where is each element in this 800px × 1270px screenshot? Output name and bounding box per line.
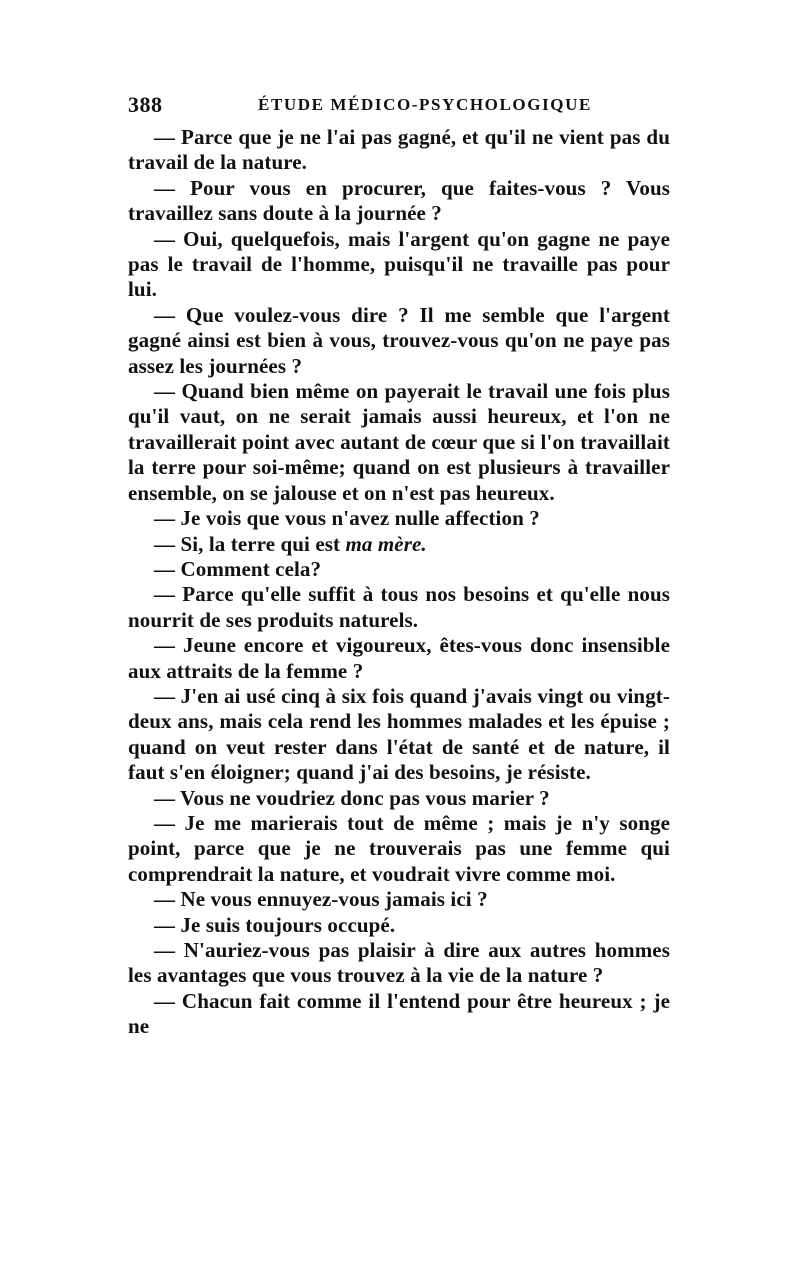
- paragraph: [128, 532, 670, 557]
- paragraph: — Parce qu'elle suffit à tous nos besoins et qu'elle nous nourrit de ses produits naturels.: [128, 582, 670, 632]
- paragraph-text: — Si, la terre qui est: [154, 531, 346, 556]
- paragraph: — J'en ai usé cinq à six fois quand j'avais vingt ou vingt-deux ans, mais cela rend les hommes malades et les épuise ; quand on veut rester dans l'état de santé et de nature, il faut s'en éloigner; quand j'ai des besoins, je résiste.: [128, 683, 670, 785]
- running-head: ÉTUDE MÉDICO-PSYCHOLOGIQUE: [258, 95, 592, 114]
- paragraph: — Oui, quelquefois, mais l'argent qu'on gagne ne paye pas le travail de l'homme, puisqu'il ne travaille pas pour lui.: [128, 226, 670, 302]
- paragraph: — Jeune encore et vigoureux, êtes-vous donc insensible aux attraits de la femme ?: [128, 633, 670, 683]
- paragraph: — Que voulez-vous dire ? Il me semble que l'argent gagné ainsi est bien à vous, trouvez-vous qu'on ne paye pas assez les journées ?: [128, 302, 670, 378]
- paragraph: — Je suis toujours occupé.: [154, 912, 396, 937]
- paragraph: — Je vois que vous n'avez nulle affection ?: [154, 506, 540, 531]
- paragraph: — Pour vous en procurer, que faites-vous ? Vous travaillez sans doute à la journée ?: [128, 175, 670, 226]
- paragraph: — Je me marierais tout de même ; mais je n'y songe point, parce que je ne trouverais pas une femme qui comprendrait la nature, et voudrait vivre comme moi.: [128, 810, 670, 886]
- emphasis-ma-mere: ma mère.: [345, 531, 427, 556]
- paragraph: — Quand bien même on payerait le travail une fois plus qu'il vaut, on ne serait jamais aussi heureux, et l'on ne travaillerait point avec autant de cœur que si l'on travaillait la terre pour soi-même; quand on est plusieurs à travailler ensemble, on se jalouse et on n'est pas heureux.: [128, 379, 670, 505]
- paragraph: — Vous ne voudriez donc pas vous marier ?: [154, 785, 550, 810]
- paragraph: — Ne vous ennuyez-vous jamais ici ?: [154, 887, 488, 912]
- paragraph: — Chacun fait comme il l'entend pour être heureux ; je ne: [128, 988, 670, 1039]
- page-number: 388: [128, 92, 163, 117]
- paragraph: — Parce que je ne l'ai pas gagné, et qu'il ne vient pas du travail de la nature.: [128, 125, 670, 175]
- paragraph: — Comment cela?: [154, 556, 322, 581]
- page-header: [128, 92, 668, 122]
- body-text: [128, 125, 670, 1040]
- paragraph: — N'auriez-vous pas plaisir à dire aux autres hommes les avantages que vous trouvez à la vie de la nature ?: [128, 938, 670, 988]
